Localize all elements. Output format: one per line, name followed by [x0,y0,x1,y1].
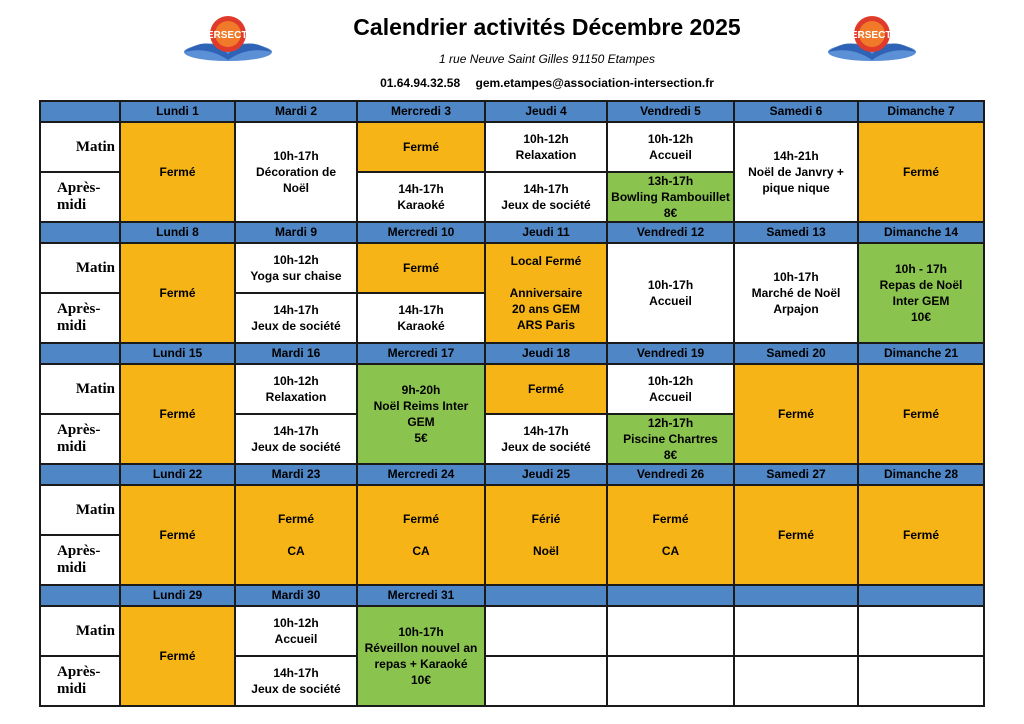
week-header [40,585,984,606]
day-header: Jeudi 4 [485,101,607,122]
activity-cell: 14h-17h Jeux de société [235,293,357,343]
empty-cell [607,656,734,706]
day-header: Mardi 9 [235,222,357,243]
day-header: Mercredi 17 [357,343,485,364]
activity-cell: Fermé [734,485,858,585]
week-header [40,464,984,485]
activity-cell: Fermé CA [235,485,357,585]
activity-cell: 14h-17h Jeux de société [485,414,607,464]
activity-cell: 10h-17h Marché de Noël Arpajon [734,243,858,343]
empty-cell [734,606,858,656]
activity-cell: 14h-17h Jeux de société [235,656,357,706]
day-header: Vendredi 19 [607,343,734,364]
activity-cell: Fermé [120,122,235,222]
address: 1 rue Neuve Saint Gilles 91150 Etampes [439,52,655,66]
day-header: Jeudi 11 [485,222,607,243]
activity-cell: 13h-17h Bowling Rambouillet 8€ [607,172,734,222]
activity-cell: 14h-17h Karaoké [357,293,485,343]
activity-cell: Fermé [858,485,984,585]
day-header: Vendredi 5 [607,101,734,122]
activity-cell: Fermé [120,485,235,585]
day-header: Lundi 22 [120,464,235,485]
activity-cell: 12h-17h Piscine Chartres 8€ [607,414,734,464]
day-header: Dimanche 28 [858,464,984,485]
activity-cell: 10h-12h Relaxation [235,364,357,414]
day-header: Lundi 1 [120,101,235,122]
afternoon-label: Après-midi [40,535,120,585]
email-address[interactable]: gem.etampes@association-intersection.fr [475,76,714,90]
phone-number: 01.64.94.32.58 [380,76,461,90]
day-header: Mardi 23 [235,464,357,485]
day-header: Mercredi 3 [357,101,485,122]
activity-cell: Fermé [734,364,858,464]
activity-cell: 9h-20h Noël Reims Inter GEM 5€ [357,364,485,464]
day-header: Dimanche 21 [858,343,984,364]
day-header [858,585,984,606]
activity-cell: 14h-17h Karaoké [357,172,485,222]
corner-cell [40,222,120,243]
week-header [40,343,984,364]
activity-cell: 10h-12h Accueil [235,606,357,656]
day-header: Dimanche 7 [858,101,984,122]
day-header: Samedi 20 [734,343,858,364]
activity-cell: 10h-17h Réveillon nouvel an repas + Karaoké 10€ [357,606,485,706]
afternoon-label: Après-midi [40,414,120,464]
day-header: Samedi 27 [734,464,858,485]
activity-cell: 14h-21h Noël de Janvry + pique nique [734,122,858,222]
day-header: Vendredi 12 [607,222,734,243]
corner-cell [40,343,120,364]
week-header [40,222,984,243]
day-header: Mercredi 24 [357,464,485,485]
activity-cell: 10h - 17h Repas de Noël Inter GEM 10€ [858,243,984,343]
day-header: Lundi 29 [120,585,235,606]
morning-label: Matin [40,364,120,414]
activity-cell: Fermé [120,364,235,464]
activity-cell: 10h-12h Accueil [607,364,734,414]
day-header [485,585,607,606]
corner-cell [40,464,120,485]
day-header [734,585,858,606]
activity-cell: 10h-12h Relaxation [485,122,607,172]
page-title: Calendrier activités Décembre 2025 [353,14,741,40]
day-header: Jeudi 25 [485,464,607,485]
day-header: Samedi 13 [734,222,858,243]
activity-cell: Fermé [858,364,984,464]
logo-text: INTERSECTION [834,30,910,41]
contact-line [0,76,1024,90]
activity-cell: Fermé [120,243,235,343]
day-header: Mardi 16 [235,343,357,364]
morning-label: Matin [40,485,120,535]
activity-cell: Fermé CA [607,485,734,585]
empty-cell [734,656,858,706]
corner-cell [40,585,120,606]
activity-cell: Local Fermé Anniversaire 20 ans GEM ARS Paris [485,243,607,343]
day-header: Samedi 6 [734,101,858,122]
day-header: Mercredi 10 [357,222,485,243]
day-header [607,585,734,606]
activity-cell: 10h-17h Décoration de Noël [235,122,357,222]
activity-cell: Fermé [120,606,235,706]
day-header: Jeudi 18 [485,343,607,364]
day-header: Lundi 8 [120,222,235,243]
week-header [40,101,984,122]
morning-label: Matin [40,122,120,172]
calendar-table [39,100,985,707]
logo-text: INTERSECTION [190,30,266,41]
activity-cell: 10h-12h Accueil [607,122,734,172]
activity-cell: Fermé [357,243,485,293]
empty-cell [607,606,734,656]
corner-cell [40,101,120,122]
empty-cell [858,656,984,706]
day-header: Mardi 2 [235,101,357,122]
empty-cell [858,606,984,656]
day-header: Mercredi 31 [357,585,485,606]
activity-cell: Fermé [357,122,485,172]
afternoon-label: Après-midi [40,656,120,706]
afternoon-label: Après-midi [40,293,120,343]
activity-cell: Fermé CA [357,485,485,585]
morning-label: Matin [40,243,120,293]
day-header: Lundi 15 [120,343,235,364]
activity-cell: 14h-17h Jeux de société [235,414,357,464]
activity-cell: 14h-17h Jeux de société [485,172,607,222]
day-header: Vendredi 26 [607,464,734,485]
activity-cell: 10h-17h Accueil [607,243,734,343]
activity-cell: Férié Noël [485,485,607,585]
activity-cell: Fermé [858,122,984,222]
activity-cell: 10h-12h Yoga sur chaise [235,243,357,293]
activity-cell: Fermé [485,364,607,414]
afternoon-label: Après-midi [40,172,120,222]
morning-label: Matin [40,606,120,656]
day-header: Mardi 30 [235,585,357,606]
empty-cell [485,606,607,656]
day-header: Dimanche 14 [858,222,984,243]
empty-cell [485,656,607,706]
